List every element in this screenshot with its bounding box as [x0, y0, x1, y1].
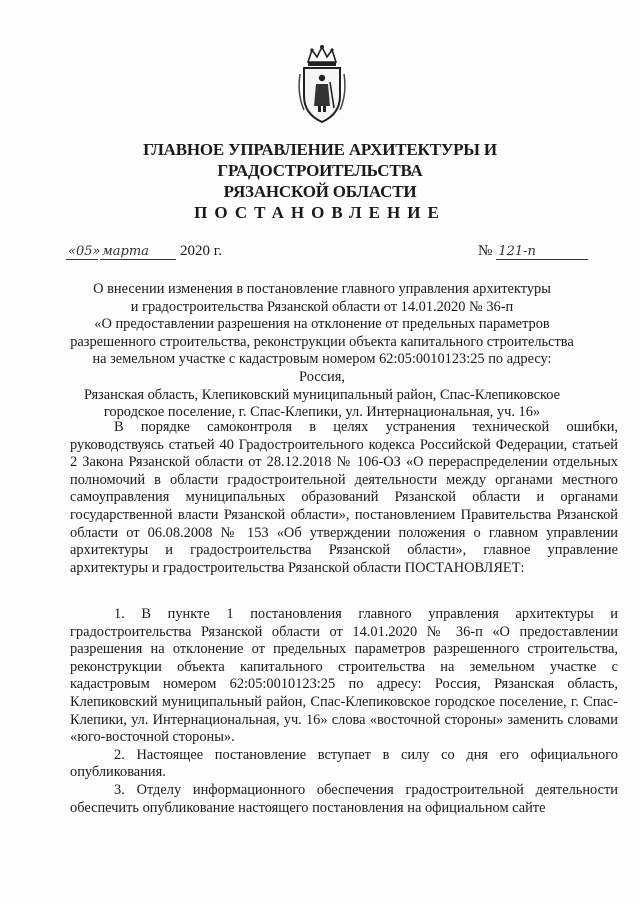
subject-line: на земельном участке с кадастровым номером 62:05:0010123:25 по адресу: Россия, — [92, 351, 552, 385]
document-subject — [70, 281, 574, 422]
resolution-item-2: 2. Настоящее постановление вступает в силу со дня его официального опубликования. — [70, 746, 618, 781]
resolution-item-1: 1. В пункте 1 постановления главного управления архитектуры и градостроительства Рязанской области от 14.01.2020 № 36-п «О предоставлении разрешения на отклонение от предельных параметров разрешенного строительства, реконструкции объекта капитального строительства на земельном участке с кадастровым номером 62:05:0010123:25 по адресу: Россия, Рязанская область, Клепиковский муниципальный район, Спас-Клепиковское городское поселение, г. Спас-Клепики, ул. Интернациональная, уч. 16» слова «восточной стороны» заменить словами «юго-восточной стороны». — [70, 606, 618, 746]
document-type-title: ПОСТАНОВЛЕНИЕ — [194, 203, 446, 222]
resolution-items — [70, 606, 618, 817]
preamble-section — [70, 419, 618, 577]
subject-line: разрешенного строительства, реконструкции объекта капитального строительства — [70, 333, 574, 350]
subject-line: О внесении изменения в постановление главного управления архитектуры — [93, 281, 551, 297]
subject-line: Рязанская область, Клепиковский муниципальный район, Спас-Клепиковское — [83, 386, 560, 403]
subject-line: и градостроительства Рязанской области от 14.01.2020 № 36-п — [130, 298, 514, 315]
number-sign: № — [478, 243, 493, 259]
ryazan-coat-of-arms-icon — [294, 44, 350, 124]
document-date — [66, 243, 222, 260]
date-year: 2020 г. — [180, 243, 222, 259]
agency-line-1: ГЛАВНОЕ УПРАВЛЕНИЕ АРХИТЕКТУРЫ И ГРАДОСТРОИТЕЛЬСТВА — [143, 140, 497, 180]
subject-line: городское поселение, г. Спас-Клепики, ул. Интернациональная, уч. 16» — [103, 404, 541, 421]
subject-line: «О предоставлении разрешения на отклонение от предельных параметров — [94, 316, 550, 333]
date-month: марта — [100, 244, 176, 260]
preamble-paragraph: В порядке самоконтроля в целях устранения технической ошибки, руководствуясь статьей 40 Градостроительного кодекса Российской Федерации, статьей 2 Закона Рязанской области от 28.12.2018 № 106-ОЗ «О перераспределении отдельных полномочий в области градостроительной деятельности между органами местного самоуправления муниципальных образований Рязанской области и органами государственной власти Рязанской области», постановлением Правительства Рязанской области от 06.08.2008 № 153 «Об утверждении положения о главном управлении архитектуры и градостроительства Рязанской области», главное управление архитектуры и градостроительства Рязанской области ПОСТАНОВЛЯЕТ: — [70, 419, 618, 576]
document-number — [478, 243, 588, 260]
number-value: 121-п — [496, 244, 588, 260]
agency-name — [40, 139, 600, 202]
resolution-item-3: 3. Отделу информационного обеспечения градостроительной деятельности обеспечить опубликование настоящего постановления на официальном сайте — [70, 781, 618, 816]
agency-line-2: РЯЗАНСКОЙ ОБЛАСТИ — [223, 182, 417, 201]
date-day: «05» — [68, 244, 101, 259]
